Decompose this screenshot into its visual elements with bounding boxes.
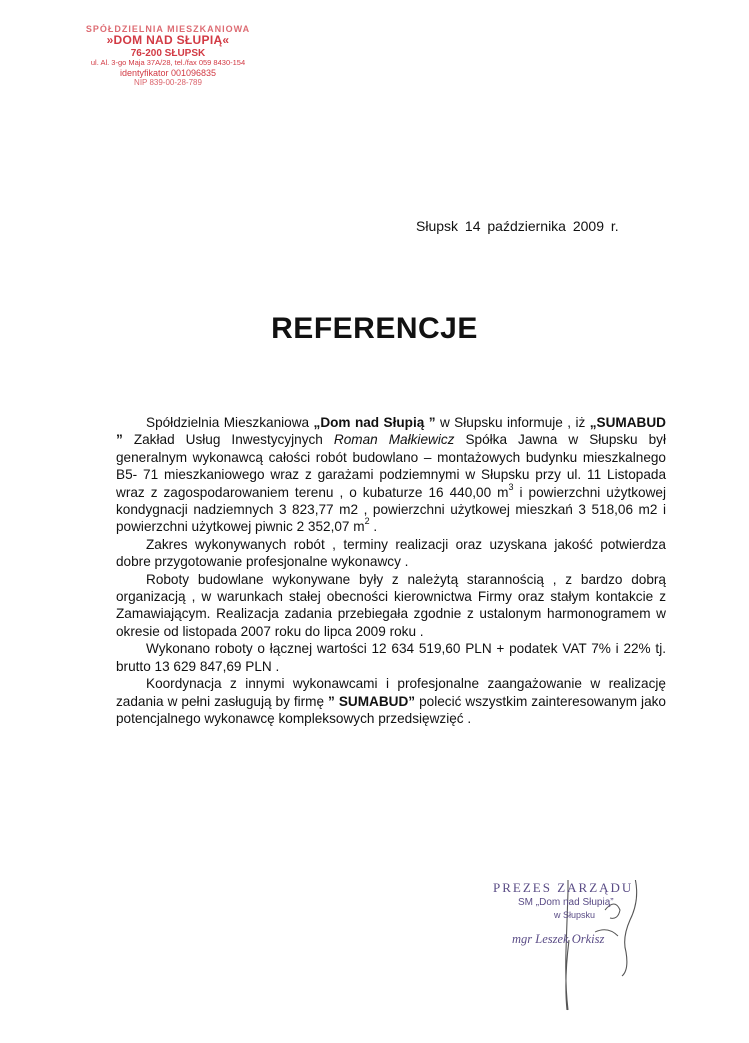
person-name: Roman Małkiewicz — [333, 432, 455, 448]
p1-text-1: Spółdzielnia Mieszkaniowa — [146, 415, 314, 430]
firm-name-2: ” SUMABUD” — [328, 693, 416, 709]
p5-text-1: Koordynacja z innymi wykonawcami i profesjonalne zaangażowanie w realizację zadania w pełni zasługują by firmę — [116, 676, 666, 709]
signature-city: w Słupsku — [554, 910, 596, 920]
company-stamp — [62, 24, 274, 86]
signatory-name: mgr Leszek Orkisz — [512, 932, 605, 946]
superscript-2: 2 — [364, 516, 370, 527]
stamp-identifier: identyfikator 001096835 — [119, 67, 217, 78]
p1-text-4: Spółka Jawna w Słupsku był generalnym wykonawcą całości robót budowlano – montażowych budynku mieszkalnego B5- 71 mieszkaniowego wraz z garażami podziemnymi w Słupsku przy ul. 11 Listopada wraz z zagospodarowaniem terenu , o kubaturze 16 440,00 m — [116, 432, 666, 500]
stamp-header: SPÓŁDZIELNIA MIESZKANIOWA — [85, 24, 251, 34]
stamp-name: »DOM NAD SŁUPIĄ« — [106, 33, 230, 47]
p5-text-2: polecić wszystkim zainteresowanym jako potencjalnego wykonawcę kompleksowych przedsięwzięć . — [116, 693, 666, 726]
paragraph-3: Roboty budowlane wykonywane były z należytą starannością , z bardzo dobrą organizacją , w warunkach stałej obecności kierownictwa Firmy oraz stałym kontakcie z Zamawiającym. Realizacja zadania przebiegała zgodnie z ustalonym harmonogramem w okresie od listopada 2007 roku do lipca 2009 roku . — [116, 571, 666, 639]
letter-body — [116, 414, 666, 727]
date-line: Słupsk 14 października 2009 r. — [416, 218, 619, 234]
p1-text-5: i powierzchni użytkowej kondygnacji nadziemnych 3 823,77 m2 , powierzchni użytkowej mieszkań 3 518,06 m2 i powierzchni użytkowej piwnic 2 352,07 m — [116, 484, 666, 535]
firm-name: „SUMABUD ” — [116, 415, 666, 448]
stamp-nip: NIP 839-00-28-789 — [134, 78, 202, 87]
p1-text-2: w Słupsku informuje , iż — [435, 415, 590, 430]
coop-name: „Dom nad Słupią ” — [313, 415, 436, 430]
paragraph-4: Wykonano roboty o łącznej wartości 12 634 519,60 PLN + podatek VAT 7% i 22% tj. brutto 13 629 847,69 PLN . — [116, 641, 666, 674]
superscript-3: 3 — [508, 481, 514, 492]
paragraph-1 — [116, 414, 666, 536]
document-title: REFERENCJE — [271, 312, 478, 345]
p1-text-6: . — [369, 519, 378, 535]
paragraph-5 — [116, 675, 666, 727]
p1-text-3: Zakład Usług Inwestycyjnych — [122, 432, 334, 448]
paragraph-2: Zakres wykonywanych robót , terminy realizacji oraz uzyskana jakość potwierdza dobre przygotowanie profesjonalne wykonawcy . — [116, 536, 666, 570]
signature-org: SM „Dom nad Słupią” — [518, 897, 614, 908]
stamp-city: 76-200 SŁUPSK — [130, 47, 206, 59]
stamp-address: ul. Al. 3-go Maja 37A/28, tel./fax 059 8430-154 — [90, 58, 246, 68]
signature-role: PREZES ZARZĄDU — [493, 880, 634, 895]
